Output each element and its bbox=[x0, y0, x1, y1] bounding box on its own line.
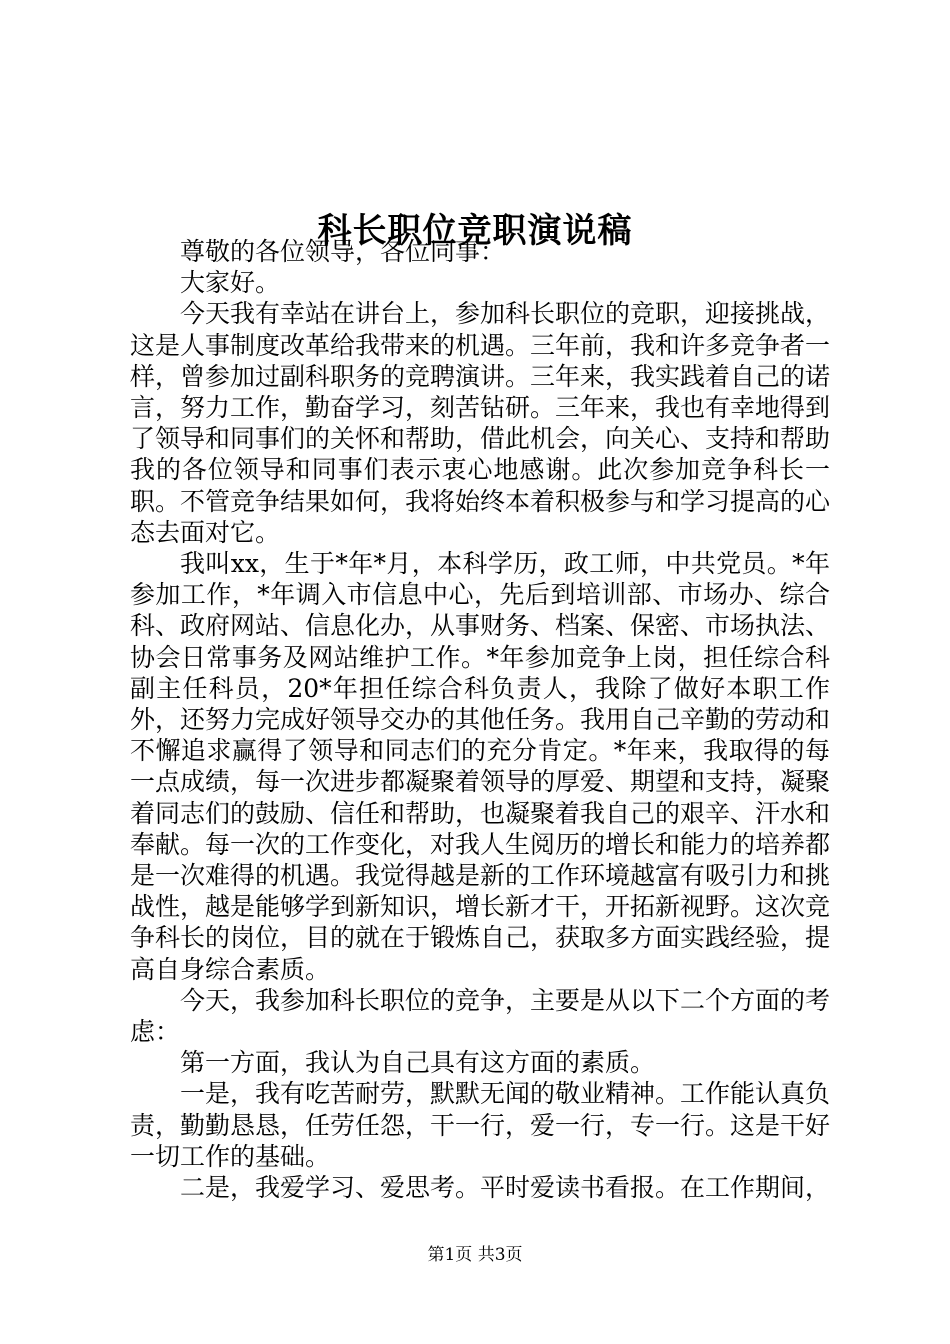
paragraph-intro: 今天我有幸站在讲台上，参加科长职位的竞职，迎接挑战，这是人事制度改革给我带来的机遇。三年前，我和许多竞争者一样，曾参加过副科职务的竞聘演讲。三年来，我实践着自己的诺言，努力工作，勤奋学习，刻苦钻研。三年来，我也有幸地得到了领导和同事们的关怀和帮助，借此机会，向关心、支持和帮助我的各位领导和同事们表示衷心地感谢。此次参加竞争科长一职。不管竞争结果如何，我将始终本着积极参与和学习提高的心态去面对它。 bbox=[130, 299, 831, 547]
greeting: 大家好。 bbox=[180, 268, 281, 298]
paragraph-background: 我叫xx，生于*年*月，本科学历，政工师，中共党员。*年参加工作，*年调入市信息中心，先后到培训部、市场办、综合科、政府网站、信息化办，从事财务、档案、保密、市场执法、协会日常事务及网站维护工作。*年参加竞争上岗，担任综合科副主任科员，20*年担任综合科负责人，我除了做好本职工作外，还努力完成好领导交办的其他任务。我用自己辛勤的劳动和不懈追求赢得了领导和同志们的充分肯定。*年来，我取得的每一点成绩，每一次进步都凝聚着领导的厚爱、期望和支持，凝聚着同志们的鼓励、信任和帮助，也凝聚着我自己的艰辛、汗水和奉献。每一次的工作变化，对我人生阅历的增长和能力的培养都是一次难得的机遇。我觉得越是新的工作环境越富有吸引力和挑战性，越是能够学到新知识，增长新才干，开拓新视野。这次竞争科长的岗位，目的就在于锻炼自己，获取多方面实践经验，提高自身综合素质。 bbox=[130, 549, 831, 984]
document-body bbox=[130, 236, 830, 1203]
page-footer: 第1页 共3页 bbox=[427, 1245, 523, 1265]
paragraph-considerations: 今天，我参加科长职位的竞争，主要是从以下二个方面的考虑： bbox=[130, 985, 831, 1047]
document-title: 科长职位竞职演说稿 bbox=[317, 210, 633, 251]
paragraph-point-one: 一是，我有吃苦耐劳，默默无闻的敬业精神。工作能认真负责，勤勤恳恳，任劳任怨，干一行，爱一行，专一行。这是干好一切工作的基础。 bbox=[130, 1079, 831, 1171]
paragraph-first-aspect: 第一方面，我认为自己具有这方面的素质。 bbox=[180, 1048, 656, 1078]
paragraph-point-two: 二是，我爱学习、爱思考。平时爱读书看报。在工作期间， bbox=[180, 1173, 831, 1203]
salutation: 尊敬的各位领导，各位同事： bbox=[180, 237, 506, 266]
